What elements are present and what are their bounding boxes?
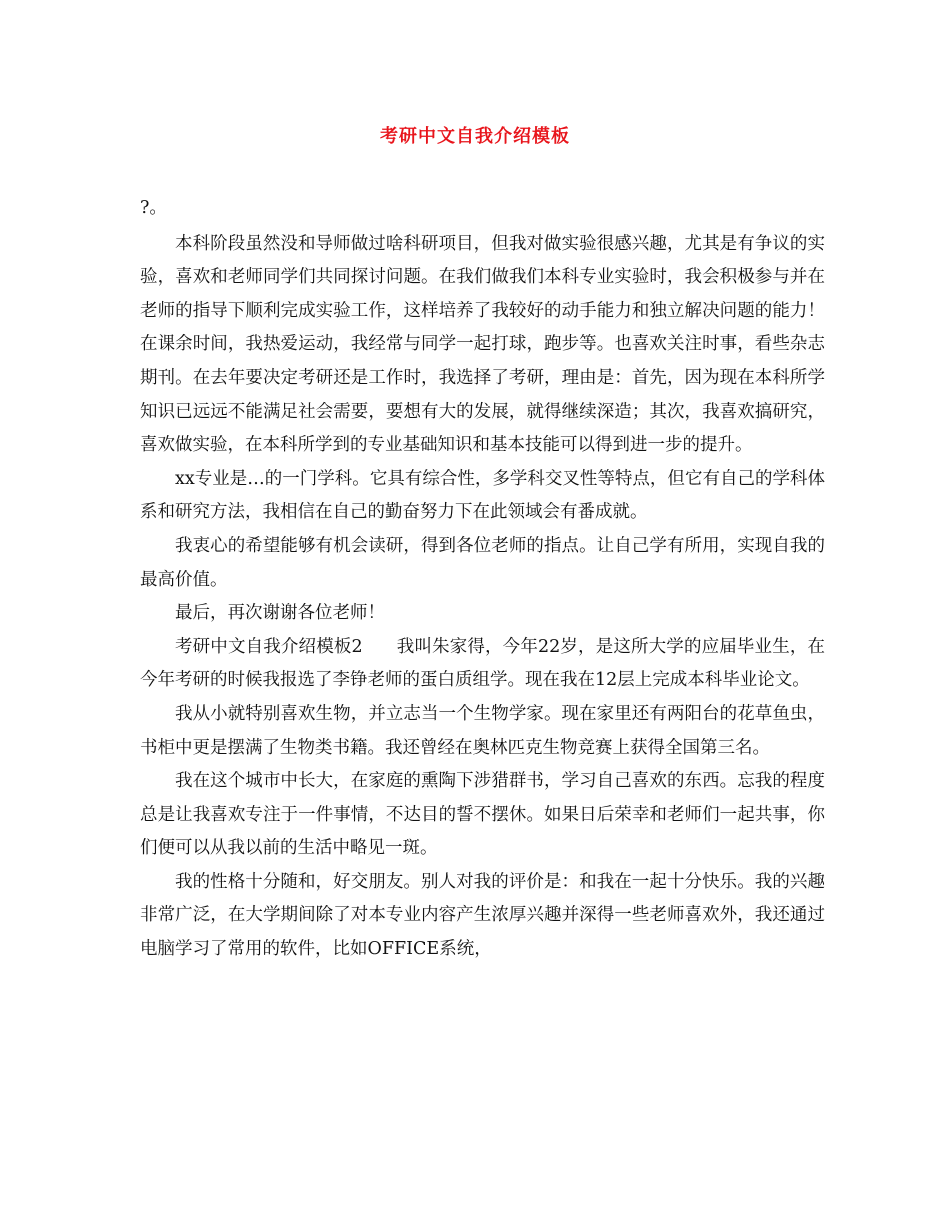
paragraph-2: xx专业是…的一门学科。它具有综合性，多学科交叉性等特点，但它有自己的学科体系和研究方法，我相信在自己的勤奋努力下在此领域会有番成就。 bbox=[140, 468, 825, 523]
section2-intro: 我叫朱家得，今年22岁，是这所大学的应届毕业生，在今年考研的时候我报选了李铮老师的蛋白质组学。现在我在12层上完成本科毕业论文。 bbox=[140, 636, 825, 691]
paragraph-6: 我在这个城市中长大，在家庭的熏陶下涉猎群书，学习自己喜欢的东西。忘我的程度总是让我喜欢专注于一件事情，不达目的誓不摆休。如果日后荣幸和老师们一起共事，你们便可以从我以前的生活中略见一斑。 bbox=[140, 771, 825, 859]
paragraph-4: 最后，再次谢谢各位老师！ bbox=[175, 603, 385, 624]
lead-line: ?。 bbox=[140, 198, 167, 218]
paragraph-1: 本科阶段虽然没和导师做过啥科研项目，但我对做实验很感兴趣，尤其是有争议的实验，喜欢和老师同学们共同探讨问题。在我们做我们本科专业实验时，我会积极参与并在老师的指导下顺利完成实验工作，这样培养了我较好的动手能力和独立解决问题的能力！在课余时间，我热爱运动，我经常与同学一起打球，跑步等。也喜欢关注时事，看些杂志期刊。在去年要决定考研还是工作时，我选择了考研，理由是：首先，因为现在本科所学知识已远远不能满足社会需要，要想有大的发展，就得继续深造；其次，我喜欢搞研究，喜欢做实验，在本科所学到的专业基础知识和基本技能可以得到进一步的提升。 bbox=[140, 233, 825, 456]
section2-heading: 考研中文自我介绍模板2 bbox=[175, 636, 363, 657]
paragraph-5: 我从小就特别喜欢生物，并立志当一个生物学家。现在家里还有两阳台的花草鱼虫，书柜中更是摆满了生物类书籍。我还曾经在奥林匹克生物竞赛上获得全国第三名。 bbox=[140, 703, 825, 758]
section2-paragraph bbox=[140, 631, 825, 698]
document-title: 考研中文自我介绍模板 bbox=[380, 126, 570, 147]
paragraph-3: 我衷心的希望能够有机会读研，得到各位老师的指点。让自己学有所用，实现自我的最高价值。 bbox=[140, 535, 825, 590]
document-body bbox=[140, 192, 825, 967]
paragraph-7: 我的性格十分随和，好交朋友。别人对我的评价是：和我在一起十分快乐。我的兴趣非常广泛，在大学期间除了对本专业内容产生浓厚兴趣并深得一些老师喜欢外，我还通过电脑学习了常用的软件，比如OFFICE系统， bbox=[140, 871, 825, 960]
